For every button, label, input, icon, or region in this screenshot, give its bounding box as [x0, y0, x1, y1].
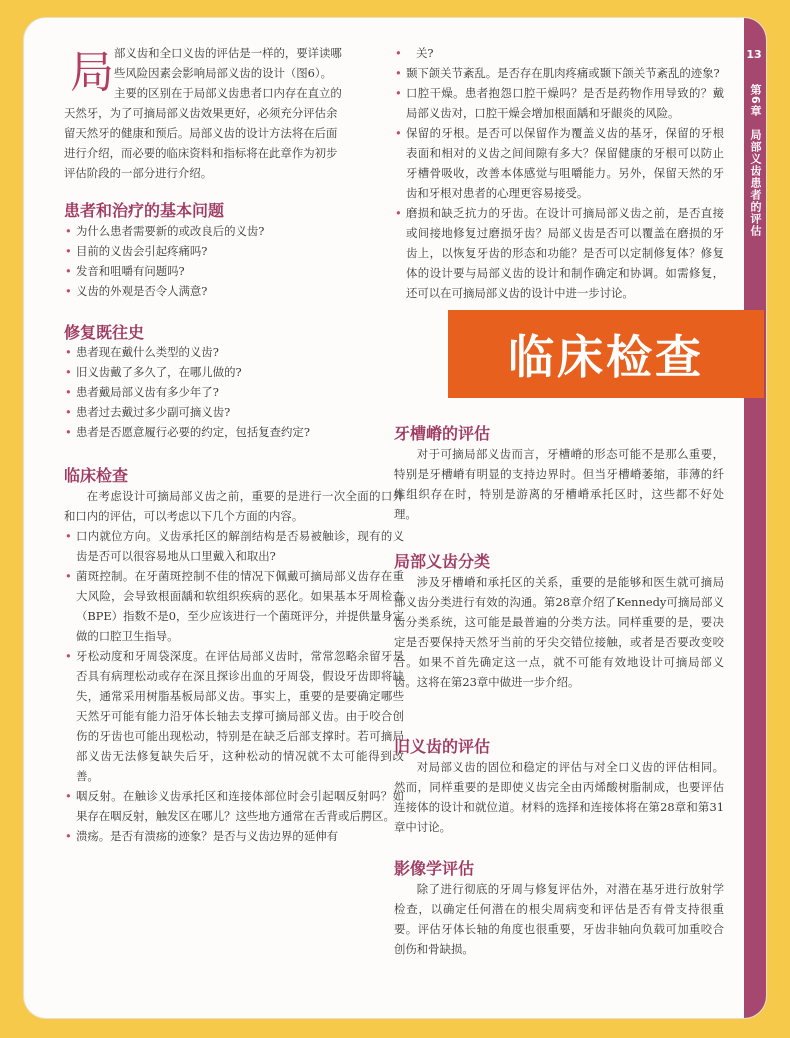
intro-line: 留天然牙的健康和预后。局部义齿的设计方法将在后面 [64, 126, 338, 140]
section-title-ridge: 牙槽嵴的评估 [394, 424, 491, 443]
intro-line: 部义齿和全口义齿的评估是一样的，要详读哪 [114, 46, 342, 60]
list-item: • 患者过去戴过多少副可摘义齿? [64, 402, 404, 422]
imaging-text: 除了进行彻底的牙周与修复评估外，对潜在基牙进行放射学检查，以确定任何潜在的根尖周病变和评估是否有骨支持很重要。评估牙体长轴的角度也很重要，牙齿非轴向负载可加重咬合创伤和骨缺损。 [394, 882, 724, 956]
list-item: • 口内就位方向。义齿承托区的解剖结构是否易被触诊，现有的义齿是否可以很容易地从口里戴入和取出? [64, 526, 404, 566]
intro-paragraph [64, 43, 404, 183]
chapter-title: 第6章 局部义齿患者的评估 [749, 84, 762, 237]
list-item: • 患者戴局部义齿有多少年了? [64, 382, 404, 402]
list-item: • 旧义齿戴了多久了，在哪儿做的? [64, 362, 404, 382]
section-title-classification: 局部义齿分类 [394, 552, 491, 571]
history-list [64, 342, 404, 442]
old-denture-text: 对局部义齿的固位和稳定的评估与对全口义齿的评估相同。然而，同样重要的是即使义齿完全由丙烯酸树脂制成，也要评估连接体的设计和就位道。材料的选择和连接体将在第28章和第31章中讨论。 [394, 760, 724, 834]
ridge-text: 对于可摘局部义齿而言，牙槽嵴的形态可能不是那么重要，特别是牙槽嵴有明显的支持边界时。但当牙槽嵴萎缩，菲薄的纤维组织存在时，特别是游离的牙槽嵴承托区时，这些都不好处理。 [394, 447, 724, 521]
section-title-imaging: 影像学评估 [394, 859, 475, 878]
chapter-sidebar [744, 18, 766, 1018]
intro-line: 些风险因素会影响局部义齿的设计（图6）。 [114, 66, 332, 80]
list-item: • 目前的义齿会引起疼痛吗? [64, 241, 404, 261]
list-item: • 保留的牙根。是否可以保留作为覆盖义齿的基牙，保留的牙根表面和相对的义齿之间间隙有多大？保留健康的牙根可以防止牙槽骨吸收，改善本体感觉与咀嚼能力。另外，保留天然的牙齿和牙根对患者的心理更容易接受。 [394, 123, 724, 203]
old-denture-section [394, 757, 724, 837]
list-item: • 磨损和缺乏抗力的牙齿。在设计可摘局部义齿之前，是否直接或间接地修复过磨损牙齿？局部义齿是否可以覆盖在磨损的牙齿上，以恢复牙齿的形态和功能？是否可以定制修复体？修复体的设计要与局部义齿的设计和制作确定和协调。如需修复，还可以在可摘局部义齿的设计中进一步讨论。 [394, 203, 724, 303]
list-item: • 溃疡。是否有溃疡的迹象？是否与义齿边界的延伸有 [64, 826, 404, 846]
intro-line: 进行介绍，而必要的临床资料和指标将在此章作为初步 [64, 146, 338, 160]
classification-section [394, 572, 724, 692]
ridge-section [394, 444, 724, 524]
continued-list [394, 43, 724, 303]
list-item: • 发音和咀嚼有问题吗? [64, 261, 404, 281]
section-title-history: 修复既往史 [64, 323, 145, 342]
intro-line: 天然牙，为了可摘局部义齿效果更好，必须充分评估余 [64, 106, 338, 120]
highlight-banner-label: 临床检查 [508, 330, 704, 384]
section-title-old-denture: 旧义齿的评估 [394, 737, 491, 756]
list-item: • 患者是否愿意履行必要的约定，包括复查约定? [64, 422, 404, 442]
list-item: • 菌斑控制。在牙菌斑控制不佳的情况下佩戴可摘局部义齿存在重大风险，会导致根面龋和软组织疾病的恶化。如果基本牙周检查（BPE）指数不是0，至少应该进行一个菌斑评分，并提供量身定做的口腔卫生指导。 [64, 566, 404, 646]
list-item: • 牙松动度和牙周袋深度。在评估局部义齿时，常常忽略余留牙是否具有病理松动或存在深且探诊出血的牙周袋，假设牙齿即将缺失，通常采用树脂基板局部义齿。事实上，重要的是要确定哪些天然牙可能有能力沿牙体长轴去支撑可摘局部义齿。由于咬合创伤的牙齿也可能出现松动，特别是在缺乏后部支撑时。若可摘局部义齿无法修复缺失后牙，这种松动的情况就不太可能得到改善。 [64, 646, 404, 786]
section-title-problems: 患者和治疗的基本问题 [64, 201, 225, 220]
list-item: • 义齿的外观是否令人满意? [64, 281, 404, 301]
book-page [24, 18, 766, 1018]
list-item: • 口腔干燥。患者抱怨口腔干燥吗？是否是药物作用导致的？戴局部义齿对，口腔干燥会增加根面龋和牙龈炎的风险。 [394, 83, 724, 123]
list-item: • 患者现在戴什么类型的义齿? [64, 342, 404, 362]
section-title-clinical: 临床检查 [64, 466, 129, 485]
intro-line: 主要的区别在于局部义齿患者口内存在直立的 [114, 86, 342, 100]
intro-line: 评估阶段的一部分进行介绍。 [64, 166, 213, 180]
list-item: • 为什么患者需要新的或改良后的义齿? [64, 221, 404, 241]
page-number: 13 [746, 48, 762, 61]
highlight-banner [448, 310, 764, 398]
dropcap: 局 [70, 47, 114, 98]
list-item-continued: • 关? [394, 43, 724, 63]
clinical-intro: 在考虑设计可摘局部义齿之前，重要的是进行一次全面的口外和口内的评估，可以考虑以下几个方面的内容。 [64, 489, 404, 523]
problems-list [64, 221, 404, 301]
list-item: • 咽反射。在触诊义齿承托区和连接体部位时会引起咽反射吗？如果存在咽反射，触发区在哪儿？这些地方通常在舌背或后腭区。 [64, 786, 404, 826]
list-item: • 颞下颌关节紊乱。是否存在肌肉疼痛或颞下颌关节紊乱的迹象? [394, 63, 724, 83]
clinical-section [64, 486, 404, 846]
classification-text: 涉及牙槽嵴和承托区的关系，重要的是能够和医生就可摘局部义齿分类进行有效的沟通。第28章介绍了Kennedy可摘局部义齿分类系统，这可能是最普遍的分类方法。同样重要的是，要决定是否要保持天然牙当前的牙尖交错位接触，或者是否要改变咬合。如果不首先确定这一点，就不可能有效地设计可摘局部义齿。这将在第23章中做进一步介绍。 [394, 575, 724, 689]
imaging-section [394, 879, 724, 959]
